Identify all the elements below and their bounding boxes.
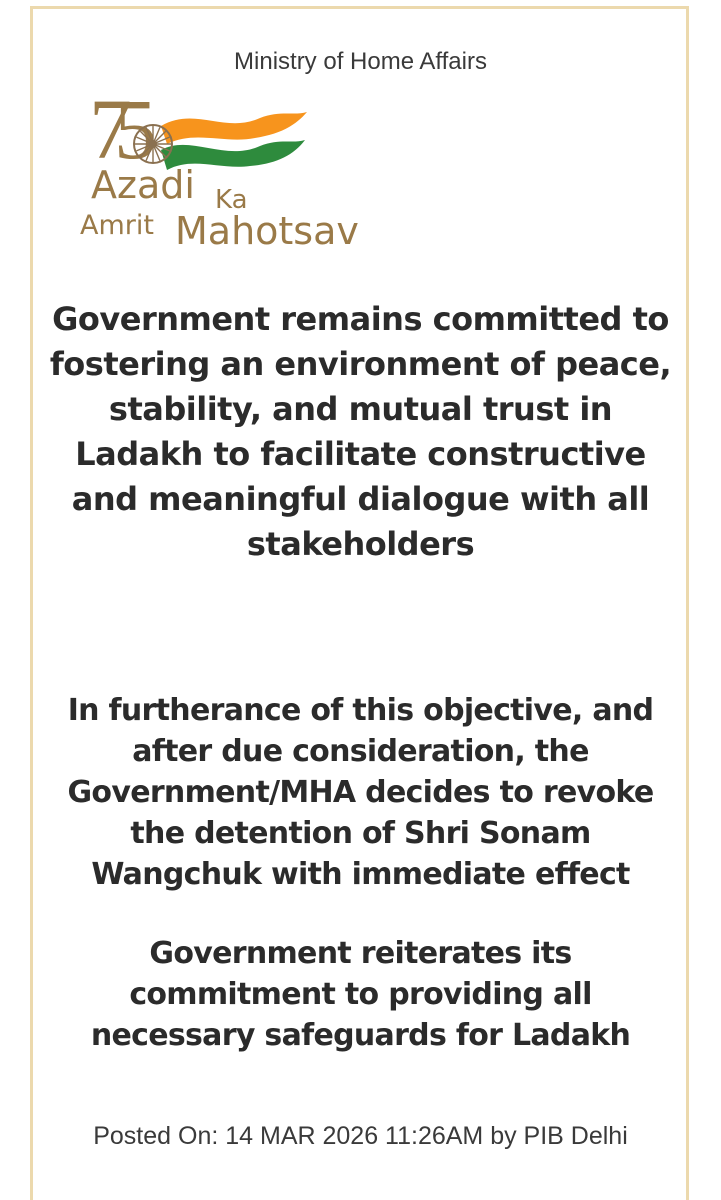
posted-on-line: Posted On: 14 MAR 2026 11:26AM by PIB Delhi [93, 1122, 628, 1150]
press-release-headline: Government remains committed to fostering an environment of peace, stability, and mutual trust in Ladakh to facilitate constructive and meaningful dialogue with all stakeholders [49, 300, 672, 563]
logo-word-amrit: Amrit [80, 210, 154, 241]
azadi-ka-amrit-mahotsav-logo [75, 86, 375, 256]
press-release-paragraph-2: Government reiterates its commitment to providing all necessary safeguards for Ladakh [90, 936, 631, 1053]
logo-word-ka: Ka [215, 185, 248, 215]
logo-chakra-icon [134, 125, 172, 163]
logo-word-azadi: Azadi [91, 163, 195, 207]
press-release-paragraph-1: In furtherance of this objective, and after due consideration, the Government/MHA decides to revoke the detention of Shri Sonam Wangchuk with immediate effect [67, 693, 654, 892]
logo-word-mahotsav: Mahotsav [175, 209, 359, 253]
logo-saffron-ribbon [161, 112, 307, 144]
logo-number: 75 [89, 86, 139, 177]
ministry-name: Ministry of Home Affairs [234, 48, 487, 75]
